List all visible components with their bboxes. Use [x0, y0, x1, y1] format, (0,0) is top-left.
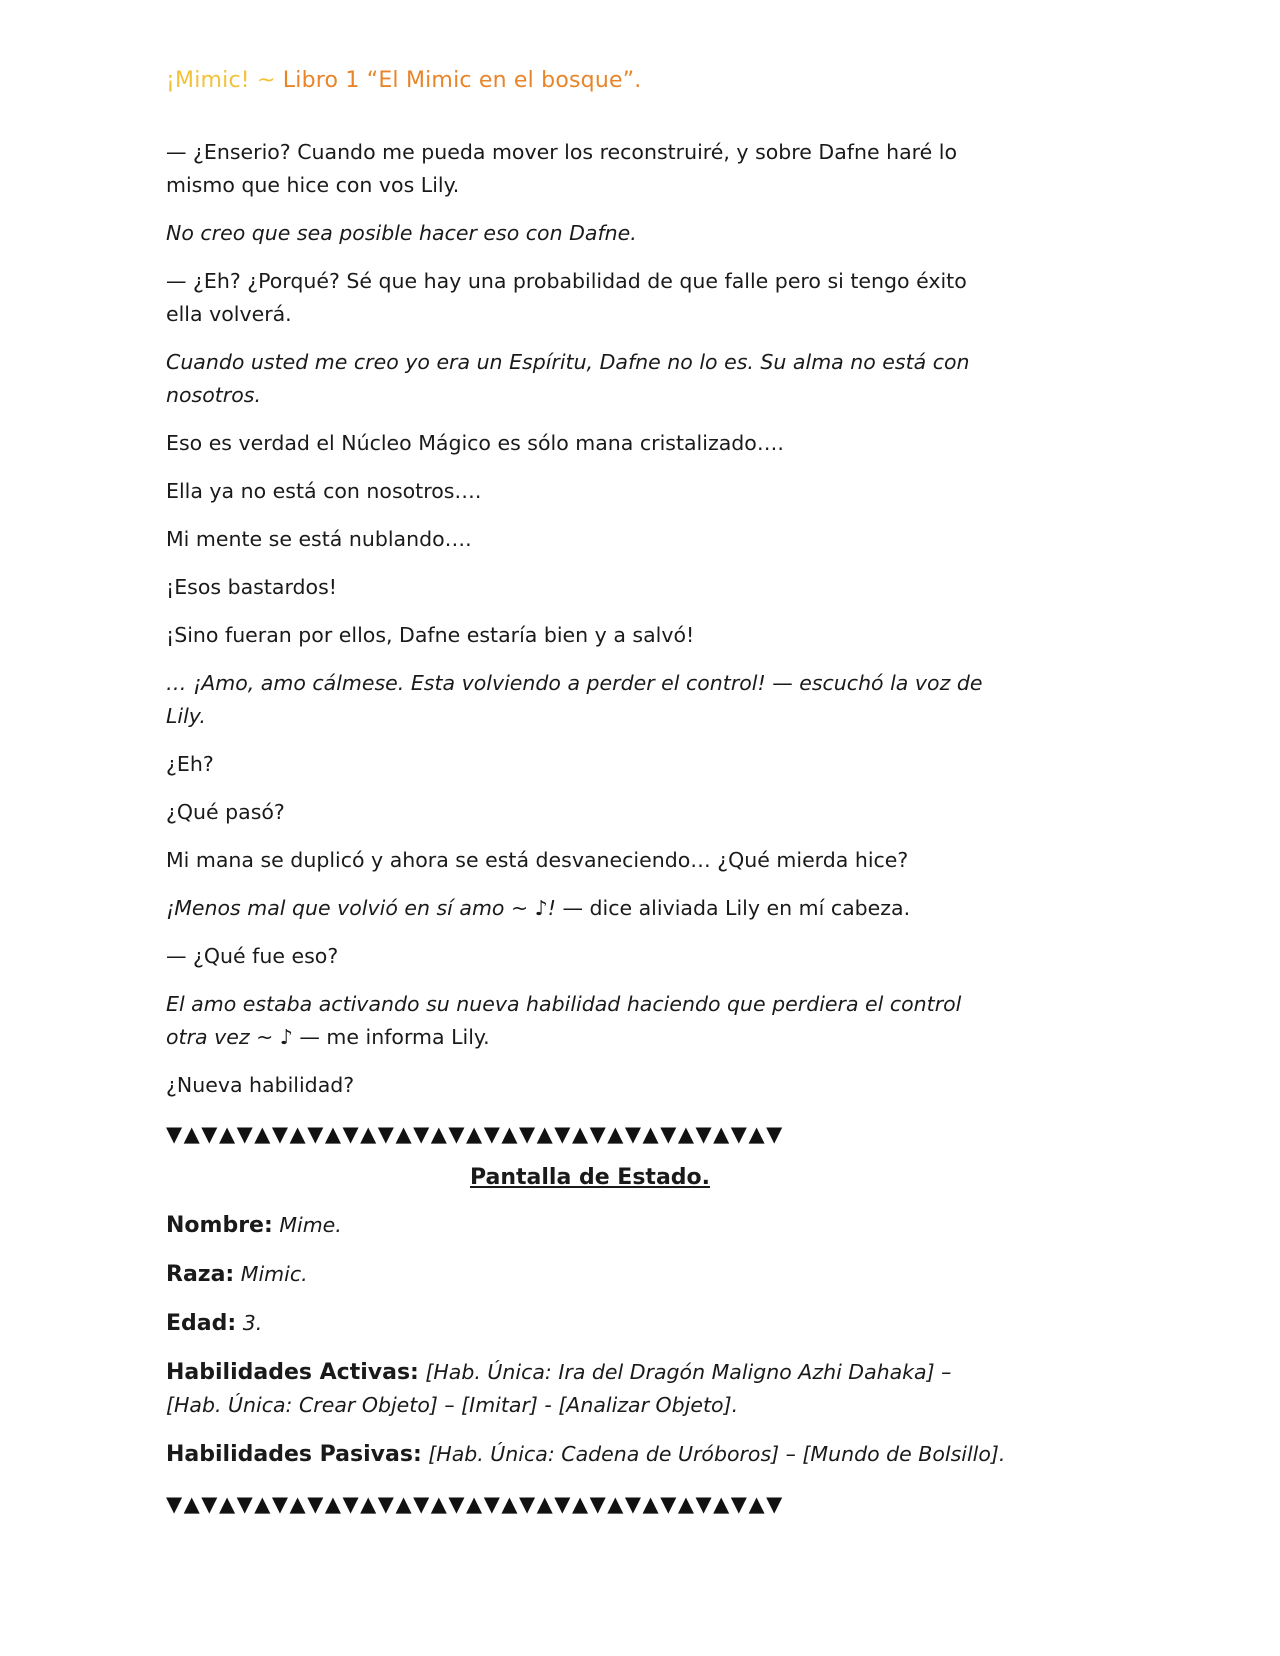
- paragraph-italic-part: El amo estaba activando su nueva habilidad haciendo que perdiera el control otra vez ~ ♪: [166, 992, 962, 1049]
- paragraph: — ¿Enserio? Cuando me pueda mover los reconstruiré, y sobre Dafne haré lo mismo que hice con vos Lily.: [166, 140, 958, 197]
- field-value: 3.: [242, 1311, 263, 1335]
- paragraph: ¿Eh?: [166, 752, 214, 776]
- paragraph: Mi mente se está nublando….: [166, 527, 472, 551]
- paragraph-normal-part: — me informa Lily.: [292, 1025, 490, 1049]
- field-value: [Hab. Única: Ira del Dragón Maligno Azhi Dahaka] – [Hab. Única: Crear Objeto] – [Imitar] - [Analizar Objeto].: [166, 1360, 952, 1417]
- paragraph: — ¿Qué fue eso?: [166, 944, 339, 968]
- page-header: [166, 68, 642, 93]
- field-label: Raza:: [166, 1262, 235, 1287]
- document-body: [166, 136, 1006, 1531]
- paragraph-italic-part: ¡Menos mal que volvió en sí amo ~ ♪!: [166, 896, 556, 920]
- paragraph-mixed: [166, 892, 1006, 925]
- field-label: Edad:: [166, 1311, 237, 1336]
- status-field-passive-skills: [166, 1438, 1006, 1471]
- status-field-name: [166, 1209, 1006, 1242]
- paragraph: Ella ya no está con nosotros….: [166, 479, 482, 503]
- status-field-age: [166, 1307, 1006, 1340]
- triangle-separator: ▼▲▼▲▼▲▼▲▼▲▼▲▼▲▼▲▼▲▼▲▼▲▼▲▼▲▼▲▼▲▼▲▼▲▼: [166, 1122, 784, 1146]
- field-value: Mimic.: [240, 1262, 308, 1286]
- status-screen-title: Pantalla de Estado.: [469, 1165, 711, 1190]
- paragraph: Cuando usted me creo yo era un Espíritu, Dafne no lo es. Su alma no está con nosotros.: [166, 350, 970, 407]
- paragraph: Eso es verdad el Núcleo Mágico es sólo mana cristalizado….: [166, 431, 784, 455]
- paragraph-mixed: [166, 988, 1006, 1054]
- status-field-active-skills: [166, 1356, 1006, 1422]
- paragraph: Mi mana se duplicó y ahora se está desvaneciendo… ¿Qué mierda hice?: [166, 848, 909, 872]
- triangle-separator: ▼▲▼▲▼▲▼▲▼▲▼▲▼▲▼▲▼▲▼▲▼▲▼▲▼▲▼▲▼▲▼▲▼▲▼: [166, 1492, 784, 1516]
- field-value: [Hab. Única: Cadena de Uróboros] – [Mundo de Bolsillo].: [428, 1442, 1006, 1466]
- paragraph: No creo que sea posible hacer eso con Dafne.: [166, 221, 637, 245]
- field-label: Habilidades Pasivas:: [166, 1442, 422, 1467]
- paragraph: ¡Sino fueran por ellos, Dafne estaría bien y a salvó!: [166, 623, 695, 647]
- paragraph: ¡Esos bastardos!: [166, 575, 337, 599]
- paragraph: … ¡Amo, amo cálmese. Esta volviendo a perder el control! — escuchó la voz de Lily.: [166, 671, 983, 728]
- header-series: ¡Mimic! ~: [166, 68, 283, 93]
- field-label: Habilidades Activas:: [166, 1360, 419, 1385]
- paragraph: ¿Nueva habilidad?: [166, 1073, 355, 1097]
- status-field-race: [166, 1258, 1006, 1291]
- header-book-title: Libro 1 “El Mimic en el bosque”.: [282, 68, 642, 93]
- field-label: Nombre:: [166, 1213, 273, 1238]
- field-value: Mime.: [279, 1213, 342, 1237]
- paragraph: ¿Qué pasó?: [166, 800, 285, 824]
- paragraph-normal-part: — dice aliviada Lily en mí cabeza.: [555, 896, 911, 920]
- paragraph: — ¿Eh? ¿Porqué? Sé que hay una probabilidad de que falle pero si tengo éxito ella volverá.: [166, 269, 967, 326]
